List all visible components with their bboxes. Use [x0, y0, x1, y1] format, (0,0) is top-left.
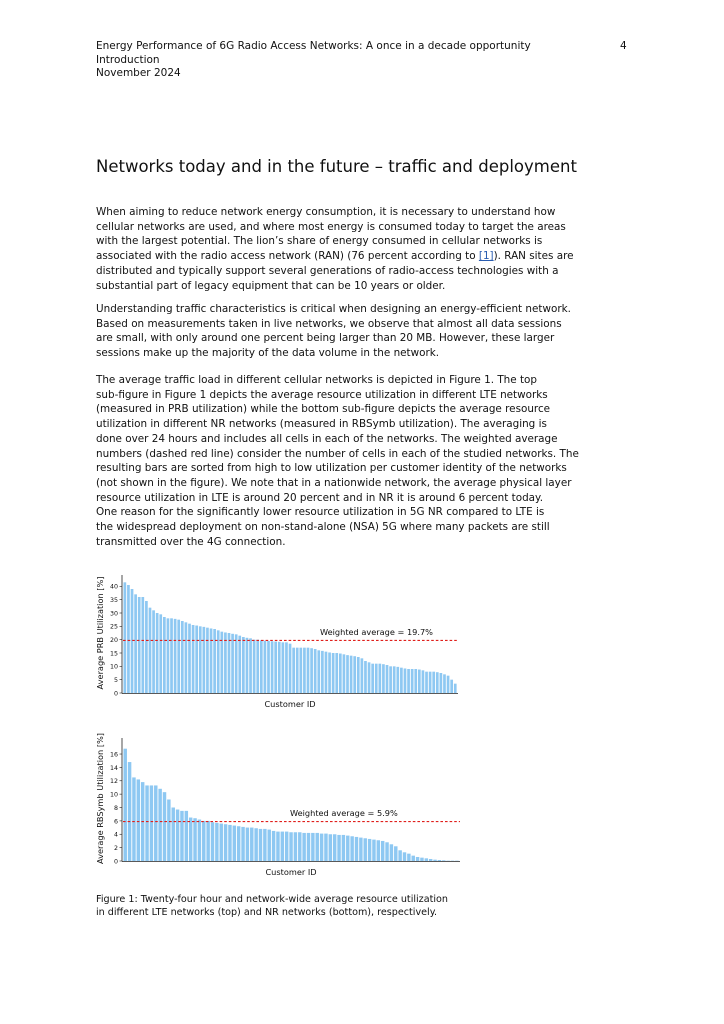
bar: [159, 614, 162, 693]
caption-line: Figure 1: Twenty-four hour and network-wide average resource utilization: [96, 894, 448, 905]
x-axis-label: Customer ID: [265, 867, 317, 876]
header-title: Energy Performance of 6G Radio Access Networks: A once in a decade opportunity: [96, 40, 531, 52]
bar: [299, 648, 302, 693]
bar: [298, 832, 301, 861]
bar: [385, 842, 388, 861]
text-line: (measured in PRB utilization) while the bottom sub-figure depicts the average resource: [96, 403, 551, 416]
bar: [167, 799, 170, 861]
bar: [350, 656, 353, 693]
text-fragment: associated with the radio access network (RAN) (76 percent according to: [96, 250, 479, 263]
bar: [202, 821, 205, 861]
caption-line: in different LTE networks (top) and NR networks (bottom), respectively.: [96, 907, 438, 918]
bar: [321, 651, 324, 693]
bar: [246, 828, 249, 861]
bar: [260, 640, 263, 693]
y-tick-label: 10: [109, 663, 118, 671]
bar: [145, 601, 148, 693]
bar: [433, 860, 436, 861]
bar: [429, 859, 432, 861]
text-line: cellular networks are used, and where most energy is consumed today to target the areas: [96, 220, 566, 233]
bar: [285, 642, 288, 693]
bar: [278, 642, 281, 693]
bar: [176, 810, 179, 861]
text-line: (not shown in the figure). We note that in a nationwide network, the average physical layer: [96, 476, 572, 489]
bar: [224, 632, 227, 693]
y-tick-label: 30: [109, 610, 118, 618]
bar: [189, 818, 192, 861]
bar: [394, 846, 397, 861]
bar: [443, 674, 446, 693]
text-line: are small, with only around one percent being larger than 20 MB. However, these larger: [96, 332, 555, 345]
bar: [403, 852, 406, 861]
bar: [314, 649, 317, 693]
bar: [440, 673, 443, 693]
text-line: The average traffic load in different cellular networks is depicted in Figure 1. The top: [96, 374, 537, 386]
bar: [274, 642, 277, 693]
bar: [337, 835, 340, 861]
y-tick-label: 4: [113, 831, 118, 839]
bar: [377, 840, 380, 861]
paragraph-ran-energy: [96, 205, 636, 293]
bar: [333, 834, 336, 861]
bar: [263, 829, 266, 861]
weighted-average-label: Weighted average = 19.7%: [320, 626, 433, 637]
figure-caption: [96, 893, 448, 919]
text-line: One reason for the significantly lower resource utilization in 5G NR compared to LTE is: [96, 506, 545, 519]
y-tick-label: 15: [109, 650, 118, 658]
bar: [158, 789, 161, 861]
bar: [442, 860, 445, 861]
bar: [425, 858, 428, 861]
bar: [254, 828, 257, 861]
reference-link-1[interactable]: [1]: [478, 250, 494, 263]
bar: [199, 626, 202, 693]
header-date: November 2024: [96, 67, 181, 79]
text-line: transmitted over the 4G connection.: [96, 535, 286, 548]
bar: [267, 641, 270, 693]
text-line: substantial part of legacy equipment that can be 10 years or older.: [96, 279, 446, 292]
bar: [325, 652, 328, 693]
bar: [127, 585, 130, 693]
bar: [357, 657, 360, 693]
bar: [233, 826, 236, 861]
bar: [404, 668, 407, 693]
bar: [346, 655, 349, 693]
weighted-average-label: Weighted average = 5.9%: [290, 808, 398, 819]
bar: [361, 658, 364, 693]
bar: [432, 672, 435, 693]
bar: [311, 833, 314, 861]
bar: [249, 638, 252, 693]
bar: [211, 822, 214, 861]
bar: [296, 648, 299, 693]
bar: [294, 832, 297, 861]
bar: [320, 834, 323, 861]
bar: [193, 818, 196, 861]
bar: [156, 613, 159, 693]
bar: [328, 652, 331, 693]
text-line: distributed and typically support several generations of radio-access technologies with a: [96, 264, 559, 277]
bar: [289, 644, 292, 693]
bar: [235, 634, 238, 693]
bar: [174, 619, 177, 693]
y-tick-label: 6: [113, 818, 118, 826]
bar: [264, 641, 267, 693]
bar: [343, 654, 346, 693]
bar: [259, 829, 262, 861]
bar: [238, 636, 241, 693]
lte-prb-utilization-chart: [90, 562, 470, 712]
page-number: 4: [620, 40, 627, 52]
bar: [228, 633, 231, 693]
bar: [198, 820, 201, 861]
y-tick-label: 25: [109, 623, 118, 631]
bar: [272, 831, 275, 861]
bar: [368, 662, 371, 693]
bar: [350, 836, 353, 861]
bar: [438, 860, 441, 861]
bar: [228, 825, 231, 861]
bar: [355, 837, 358, 861]
bar: [128, 762, 131, 861]
bar: [231, 634, 234, 693]
bar: [307, 833, 310, 861]
bar: [242, 637, 245, 693]
bar: [412, 856, 415, 861]
bar: [414, 669, 417, 693]
bar: [454, 684, 457, 693]
bar: [253, 640, 256, 693]
bar: [124, 749, 127, 861]
bar: [396, 667, 399, 693]
y-tick-label: 40: [109, 583, 118, 591]
bar: [342, 835, 345, 861]
bar: [185, 811, 188, 861]
bar: [181, 621, 184, 693]
bar: [124, 582, 127, 693]
text-line: sessions make up the majority of the data volume in the network.: [96, 347, 440, 360]
bar: [317, 650, 320, 693]
y-tick-label: 0: [113, 858, 118, 866]
x-axis-label: Customer ID: [264, 699, 316, 709]
bar: [282, 642, 285, 693]
bar: [375, 664, 378, 693]
bar: [220, 824, 223, 861]
bar: [436, 672, 439, 693]
bar: [167, 618, 170, 693]
bar: [268, 830, 271, 861]
bar: [217, 630, 220, 693]
y-axis-label: Average RBSymb Utilization [%]: [95, 733, 105, 864]
y-tick-label: 8: [113, 804, 118, 812]
bar: [170, 618, 173, 693]
bar: [329, 834, 332, 861]
bar: [203, 627, 206, 693]
bar: [180, 811, 183, 861]
bar: [364, 661, 367, 693]
bar: [411, 669, 414, 693]
bar: [206, 821, 209, 861]
bar: [303, 648, 306, 693]
bar: [359, 838, 362, 861]
bar: [256, 640, 259, 693]
bar: [332, 653, 335, 693]
bar: [307, 648, 310, 693]
bar: [192, 625, 195, 693]
bar: [289, 832, 292, 861]
page-header: [96, 40, 628, 81]
bar: [145, 785, 148, 861]
text-line: resource utilization in LTE is around 20 percent and in NR it is around 6 percent today.: [96, 491, 544, 504]
bar: [210, 628, 213, 693]
text-line: the widespread deployment on non-stand-alone (NSA) 5G where many packets are still: [96, 521, 550, 534]
text-line: Understanding traffic characteristics is critical when designing an energy-efficient network.: [96, 303, 571, 315]
text-line: When aiming to reduce network energy consumption, it is necessary to understand how: [96, 206, 556, 218]
bar: [393, 666, 396, 693]
bar: [195, 626, 198, 693]
bar: [335, 653, 338, 693]
text-line-with-reference: [96, 249, 636, 264]
text-line: resulting bars are sorted from high to low utilization per customer identity of the networks: [96, 462, 567, 475]
y-tick-label: 10: [109, 791, 118, 799]
bar: [368, 839, 371, 861]
y-tick-label: 2: [113, 845, 118, 853]
bar: [285, 832, 288, 861]
bar: [371, 664, 374, 693]
bar: [138, 597, 141, 693]
bar: [372, 840, 375, 861]
bar: [390, 844, 393, 861]
bar: [149, 608, 152, 693]
bar: [188, 624, 191, 693]
text-line: sub-figure in Figure 1 depicts the average resource utilization in different LTE networks: [96, 388, 548, 401]
bar: [302, 833, 305, 861]
bar: [163, 792, 166, 861]
nr-rbsymb-utilization-chart: [90, 726, 470, 876]
section-title: Networks today and in the future – traffic and deployment: [96, 157, 577, 176]
bar: [224, 824, 227, 861]
bar: [292, 648, 295, 693]
bar: [316, 833, 319, 861]
header-section: Introduction: [96, 53, 160, 66]
bar: [206, 628, 209, 693]
bar: [425, 672, 428, 693]
text-line: done over 24 hours and includes all cells in each of the networks. The weighted average: [96, 432, 558, 445]
bar: [310, 648, 313, 693]
y-tick-label: 5: [113, 677, 118, 685]
bar: [400, 668, 403, 693]
y-tick-label: 14: [109, 764, 118, 772]
bar: [346, 836, 349, 861]
text-line: numbers (dashed red line) consider the number of cells in each of the studied networks. The: [96, 447, 579, 460]
bar: [381, 841, 384, 861]
bar: [215, 823, 218, 861]
bar: [137, 779, 140, 861]
bar: [418, 670, 421, 693]
bar: [353, 656, 356, 693]
paragraph-traffic-characteristics: [96, 302, 636, 361]
bar: [407, 669, 410, 693]
bar: [177, 620, 180, 693]
bar: [382, 664, 385, 693]
bar: [389, 666, 392, 693]
bar: [213, 629, 216, 693]
bar: [271, 641, 274, 693]
y-tick-label: 20: [109, 637, 118, 645]
bar: [132, 777, 135, 861]
bar: [172, 808, 175, 861]
bar: [246, 638, 249, 693]
bar: [398, 850, 401, 861]
bar: [163, 617, 166, 693]
y-tick-label: 16: [109, 751, 118, 759]
y-tick-label: 35: [109, 597, 118, 605]
text-fragment: ). RAN sites are: [493, 250, 574, 263]
text-line: utilization in different NR networks (measured in RBSymb utilization). The averaging is: [96, 418, 547, 431]
bar: [281, 832, 284, 861]
bar: [416, 857, 419, 861]
bar: [339, 654, 342, 693]
bar: [386, 665, 389, 693]
bar: [450, 680, 453, 693]
y-axis-label: Average PRB Utilization [%]: [95, 576, 105, 690]
bar: [150, 785, 153, 861]
bar: [364, 838, 367, 861]
bar: [429, 672, 432, 693]
bar: [152, 610, 155, 693]
bar: [154, 785, 157, 861]
bar: [141, 597, 144, 693]
bar: [185, 622, 188, 693]
bar: [324, 834, 327, 861]
y-tick-label: 0: [113, 690, 118, 698]
bar: [237, 826, 240, 861]
y-tick-label: 12: [109, 778, 118, 786]
bar: [276, 832, 279, 861]
bar: [422, 670, 425, 693]
paragraph-traffic-load: [96, 373, 636, 549]
bar: [378, 664, 381, 693]
bar: [407, 854, 410, 861]
bar: [420, 858, 423, 861]
bar: [250, 828, 253, 861]
text-line: with the largest potential. The lion’s share of energy consumed in cellular networks is: [96, 235, 543, 248]
bar: [447, 676, 450, 693]
bar: [241, 827, 244, 861]
text-line: Based on measurements taken in live networks, we observe that almost all data sessions: [96, 317, 562, 330]
bar: [134, 594, 137, 693]
